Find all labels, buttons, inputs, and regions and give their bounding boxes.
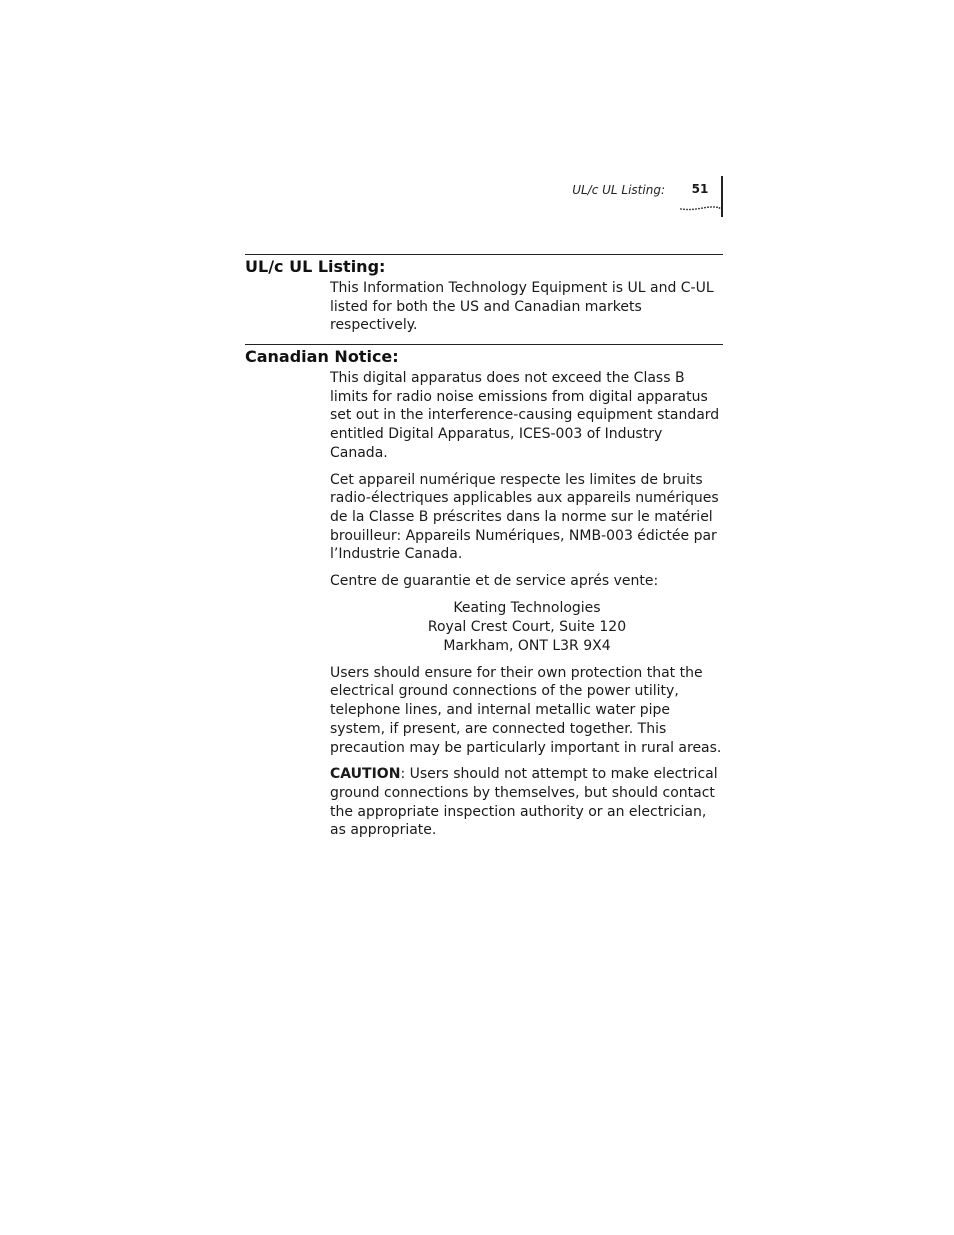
section-divider [245,254,723,255]
french-notice-paragraph: Cet appareil numérique respecte les limites de bruits radio-électriques applicables aux appareils numériques de la Classe B préscrites dans la norme sur le matériel brouilleur: Appareils Numériques, NMB-003 édictée par l’Industrie Canada. [330,471,719,563]
running-title: UL/c UL Listing: [572,183,665,197]
running-header [500,176,724,218]
ul-listing-heading: UL/c UL Listing: [245,257,386,276]
ul-listing-body [330,279,724,343]
ul-listing-paragraph: This Information Technology Equipment is UL and C-UL listed for both the US and Canadian markets respectively. [330,280,714,334]
section-divider [245,344,723,345]
address-line-1: Keating Technologies [453,599,601,616]
caution-text: : Users should not attempt to make electrical ground connections by themselves, but should contact the appropriate inspection authority or an electrician, as appropriate. [330,766,718,839]
canadian-notice-body [330,369,724,848]
service-address [330,599,724,656]
english-notice-paragraph: This digital apparatus does not exceed the Class B limits for radio noise emissions from digital apparatus set out in the interference-causing equipment standard entitled Digital Apparatus, ICES-003 of Industry Canada. [330,370,720,461]
ul-listing-section [245,254,723,278]
caution-paragraph [330,765,724,840]
address-line-3: Markham, ONT L3R 9X4 [443,637,611,654]
dotted-curve-ornament-icon [679,202,721,214]
canadian-notice-heading: Canadian Notice: [245,347,399,366]
caution-label: CAUTION [330,766,401,783]
header-vertical-rule [721,176,723,217]
service-intro: Centre de guarantie et de service aprés vente: [330,573,659,590]
ground-connection-paragraph: Users should ensure for their own protection that the electrical ground connections of the power utility, telephone lines, and internal metallic water pipe system, if present, are connected together. This precaution may be particularly important in rural areas. [330,664,722,756]
page-number: 51 [691,182,709,196]
canadian-notice-section [245,344,723,368]
address-line-2: Royal Crest Court, Suite 120 [427,618,627,635]
